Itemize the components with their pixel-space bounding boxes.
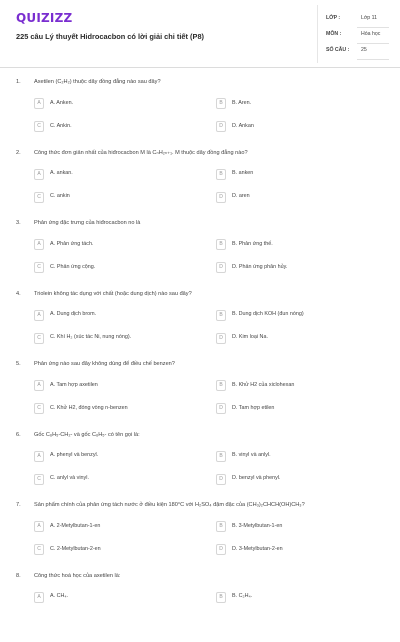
option-letter-box: A: [34, 521, 44, 532]
option-letter-box: A: [34, 310, 44, 321]
question-text: Phản ứng nào sau đây không dùng để điều chế benzen?: [34, 361, 389, 367]
option-letter-box: A: [34, 169, 44, 180]
option-letter-box: D: [216, 333, 226, 344]
option-letter-box: D: [216, 474, 226, 485]
question-number: 1.: [16, 79, 21, 85]
option-letter-box: C: [34, 121, 44, 132]
meta-value-count: 25: [361, 47, 367, 53]
question-number: 4.: [16, 291, 21, 297]
question-1: [0, 78, 400, 149]
question-6: [0, 431, 400, 502]
question-text: Sản phẩm chính của phản ứng tách nước ở điều kiện 180°C với H₂SO₄ đặm đặc của (CH₃)₂CHCH(OH)CH₃?: [34, 502, 389, 508]
question-number: 3.: [16, 220, 21, 226]
option-text: A. CH₄.: [50, 593, 68, 599]
option-letter-box: B: [216, 521, 226, 532]
option-letter-box: B: [216, 592, 226, 603]
option-text: D. Kim loại Na.: [232, 334, 268, 340]
question-text: Công thức hoá học của axetilen là:: [34, 573, 389, 579]
option-text: A. ankan.: [50, 170, 73, 176]
question-number: 6.: [16, 432, 21, 438]
meta-row-count: [317, 44, 395, 60]
option-text: B. Khử H2 của xiclohexan: [232, 382, 294, 388]
question-number: 2.: [16, 150, 21, 156]
question-text: Gốc C₆H₅-CH₂- và gốc C₆H₅- có tên gọi là:: [34, 432, 389, 438]
meta-value-class: Lớp 11: [361, 15, 377, 21]
option-text: C. Khí H₂ (xúc tác Ni, nung nóng).: [50, 334, 131, 340]
question-7: [0, 501, 400, 572]
option-letter-box: A: [34, 239, 44, 250]
question-3: [0, 219, 400, 290]
option-text: D. benzyl và phenyl.: [232, 475, 281, 481]
option-letter-box: B: [216, 169, 226, 180]
option-letter-box: A: [34, 380, 44, 391]
meta-row-class: [317, 12, 395, 28]
option-text: A. phenyl và benzyl.: [50, 452, 98, 458]
meta-label-class: LỚP :: [326, 15, 340, 21]
worksheet-header: [0, 0, 400, 66]
option-text: A. Dung dịch brom.: [50, 311, 96, 317]
option-text: A. Tam hợp axetilen: [50, 382, 98, 388]
option-text: D. aren: [232, 193, 250, 199]
option-letter-box: B: [216, 380, 226, 391]
option-letter-box: B: [216, 98, 226, 109]
option-text: D. Ankan: [232, 123, 254, 129]
option-letter-box: C: [34, 544, 44, 555]
option-letter-box: B: [216, 451, 226, 462]
option-text: D. Tam hợp etilen: [232, 405, 274, 411]
option-text: C. ankin: [50, 193, 70, 199]
option-text: A. Phản ứng tách.: [50, 241, 93, 247]
option-text: C. Phản ứng cộng.: [50, 264, 95, 270]
option-text: B. Phản ứng thế.: [232, 241, 273, 247]
option-letter-box: B: [216, 239, 226, 250]
option-letter-box: A: [34, 592, 44, 603]
option-text: C. anlyl và vinyl.: [50, 475, 89, 481]
question-text: Phản ứng đặc trưng của hiđrocacbon no là: [34, 220, 389, 226]
question-number: 8.: [16, 573, 21, 579]
option-text: B. Dung dịch KOH (đun nóng): [232, 311, 304, 317]
option-text: C. Ankin.: [50, 123, 72, 129]
option-text: D. Phản ứng phân hủy.: [232, 264, 287, 270]
question-8: [0, 572, 400, 642]
option-letter-box: A: [34, 451, 44, 462]
document-title: 225 câu Lý thuyết Hidrocacbon có lời giải chi tiết (P8): [16, 32, 204, 41]
option-letter-box: A: [34, 98, 44, 109]
option-letter-box: C: [34, 333, 44, 344]
option-letter-box: C: [34, 262, 44, 273]
question-list: [0, 78, 400, 642]
meta-label-count: SỐ CÂU :: [326, 47, 349, 53]
question-text: Axetilen (C₂H₂) thuộc dãy đồng đẳng nào sau đây?: [34, 79, 389, 85]
question-text: Triolein không tác dụng với chất (hoặc dung dịch) nào sau đây?: [34, 291, 389, 297]
header-divider: [0, 67, 400, 68]
question-number: 5.: [16, 361, 21, 367]
meta-value-subject: Hóa học: [361, 31, 380, 37]
option-letter-box: D: [216, 121, 226, 132]
option-text: D. 3-Metylbutan-2-en: [232, 546, 283, 552]
option-letter-box: D: [216, 403, 226, 414]
option-text: B. C₂H₄.: [232, 593, 252, 599]
meta-label-subject: MÔN :: [326, 31, 341, 37]
option-letter-box: C: [34, 474, 44, 485]
question-5: [0, 360, 400, 431]
option-letter-box: D: [216, 262, 226, 273]
option-letter-box: C: [34, 192, 44, 203]
meta-row-subject: [317, 28, 395, 44]
option-letter-box: C: [34, 403, 44, 414]
option-text: B. 3-Metylbutan-1-en: [232, 523, 282, 529]
option-text: B. anken: [232, 170, 253, 176]
option-text: A. 2-Metylbutan-1-en: [50, 523, 100, 529]
option-text: B. vinyl và anlyl.: [232, 452, 271, 458]
quizizz-logo: QUIZIZZ: [16, 11, 72, 25]
question-2: [0, 149, 400, 220]
meta-panel: [317, 12, 395, 60]
option-text: A. Anken.: [50, 100, 73, 106]
question-text: Công thức đơn giản nhất của hiđrocacbon M là CₙH₂ₙ₊₁. M thuộc dãy đồng đẳng nào?: [34, 150, 389, 156]
option-letter-box: D: [216, 192, 226, 203]
option-text: C. 2-Metylbutan-2-en: [50, 546, 101, 552]
question-number: 7.: [16, 502, 21, 508]
option-text: B. Aren.: [232, 100, 251, 106]
option-letter-box: B: [216, 310, 226, 321]
option-letter-box: D: [216, 544, 226, 555]
question-4: [0, 290, 400, 361]
option-text: C. Khử H2, đóng vòng n-benzen: [50, 405, 128, 411]
